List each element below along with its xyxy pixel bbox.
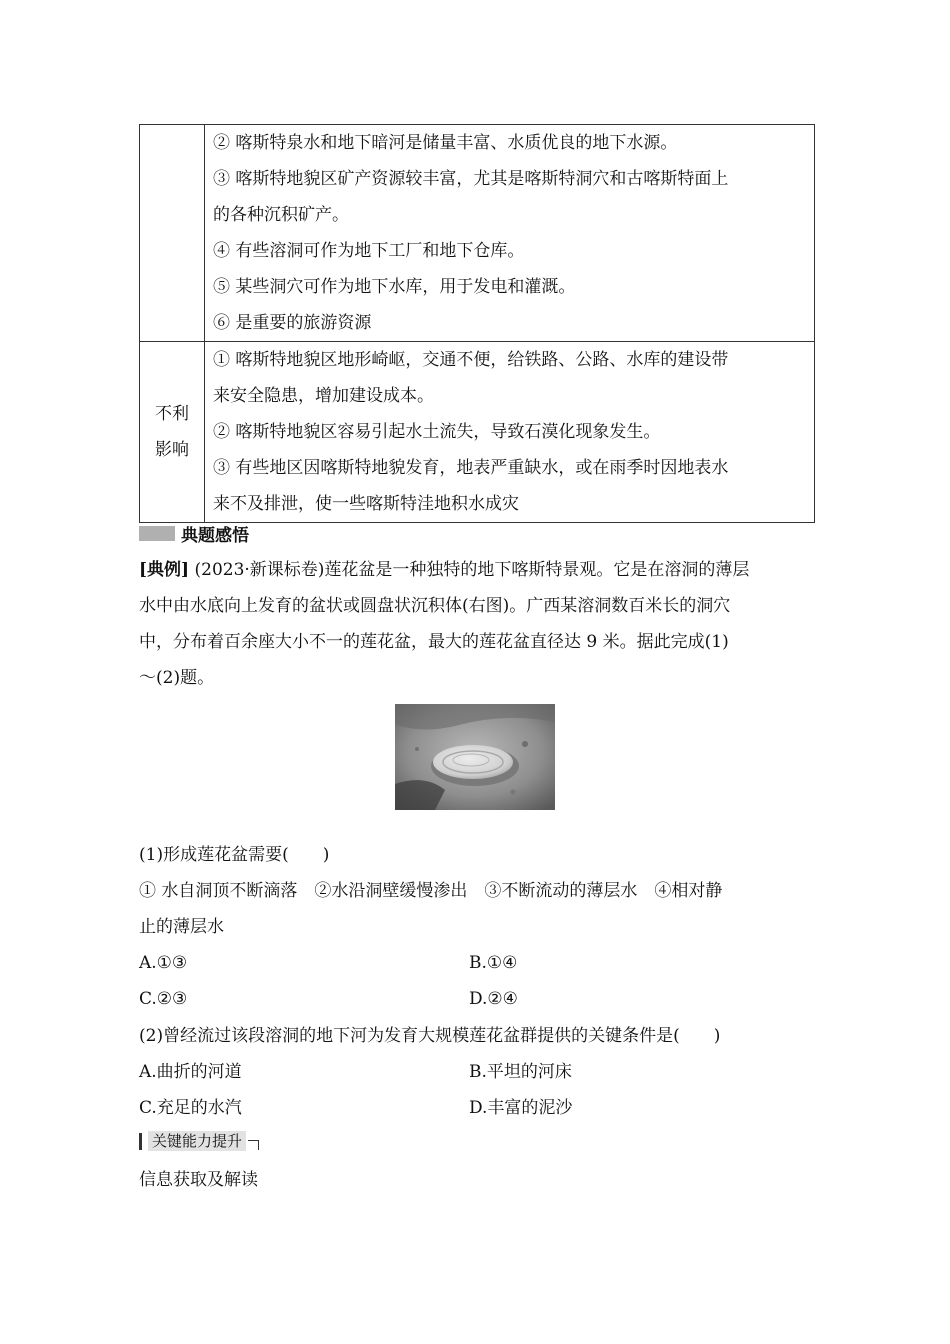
list-item: 来不及排泄，使一些喀斯特洼地积水成灾: [213, 494, 519, 514]
question-2-stem: (2)曾经流过该段溶洞的地下河为发育大规模莲花盆群提供的关键条件是( ): [139, 1026, 721, 1046]
ability-header: [139, 1130, 259, 1152]
example-tag: [典例]: [139, 560, 190, 580]
section-header: [139, 520, 249, 546]
list-item: 的各种沉积矿产。: [213, 205, 349, 225]
label-line: 不利: [155, 404, 189, 424]
option-row: [139, 981, 815, 1017]
list-item: ⑤ 某些洞穴可作为地下水库，用于发电和灌溉。: [213, 277, 576, 297]
paragraph-line: 中，分布着百余座大小不一的莲花盆，最大的莲花盆直径达 9 米。据此完成(1): [139, 632, 729, 652]
option-b[interactable]: B.平坦的河床: [469, 1062, 572, 1082]
question-1-items-cont: 止的薄层水: [139, 917, 224, 937]
list-item: ④ 有些溶洞可作为地下工厂和地下仓库。: [213, 241, 525, 261]
favorable-impact-cell: [205, 125, 815, 342]
question-1-items: ① 水自洞顶不断滴落 ②水沿洞壁缓慢渗出 ③不断流动的薄层水 ④相对静: [139, 881, 723, 901]
row-label-unfavorable: [140, 342, 205, 523]
question-1-stem: (1)形成莲花盆需要( ): [139, 845, 330, 865]
unfavorable-impact-cell: [205, 342, 815, 523]
label-line: 影响: [155, 440, 189, 460]
row-label-empty: [140, 125, 205, 342]
table-row: [140, 342, 815, 523]
ability-bar-decoration: [139, 1133, 142, 1150]
option-row: [139, 1054, 815, 1090]
ability-title: 关键能力提升: [148, 1131, 246, 1151]
example-text: (2023·新课标卷)莲花盆是一种独特的地下喀斯特景观。它是在溶洞的薄层: [189, 560, 750, 580]
ability-tail-decoration: [248, 1140, 259, 1150]
option-row: [139, 1090, 815, 1126]
section-bar-decoration: [139, 526, 175, 541]
list-item: ① 喀斯特地貌区地形崎岖，交通不便，给铁路、公路、水库的建设带: [213, 350, 729, 370]
option-a[interactable]: A.曲折的河道: [139, 1062, 242, 1082]
list-item: 来安全隐患，增加建设成本。: [213, 386, 434, 406]
paragraph-line: 水中由水底向上发育的盆状或圆盘状沉积体(右图)。广西某溶洞数百米长的洞穴: [139, 596, 731, 616]
paragraph-line: ～(2)题。: [139, 668, 215, 688]
example-paragraph: [139, 552, 815, 696]
info-heading: 信息获取及解读: [139, 1170, 258, 1190]
paragraph-line: [139, 552, 815, 588]
option-b[interactable]: B.①④: [469, 953, 518, 973]
option-a[interactable]: A.①③: [139, 953, 188, 973]
karst-impact-table: [139, 124, 815, 523]
option-c[interactable]: C.②③: [139, 989, 188, 1009]
list-item: ③ 喀斯特地貌区矿产资源较丰富，尤其是喀斯特洞穴和古喀斯特面上: [213, 169, 729, 189]
list-item: ② 喀斯特地貌区容易引起水土流失，导致石漠化现象发生。: [213, 422, 661, 442]
table-row: [140, 125, 815, 342]
option-row: [139, 945, 815, 981]
list-item: ⑥ 是重要的旅游资源: [213, 313, 372, 333]
list-item: ② 喀斯特泉水和地下暗河是储量丰富、水质优良的地下水源。: [213, 133, 678, 153]
option-c[interactable]: C.充足的水汽: [139, 1098, 242, 1118]
option-d[interactable]: D.丰富的泥沙: [469, 1098, 573, 1118]
lotus-basin-photo: [395, 704, 555, 810]
option-d[interactable]: D.②④: [469, 989, 518, 1009]
list-item: ③ 有些地区因喀斯特地貌发育，地表严重缺水，或在雨季时因地表水: [213, 458, 729, 478]
section-title: 典题感悟: [181, 525, 249, 546]
